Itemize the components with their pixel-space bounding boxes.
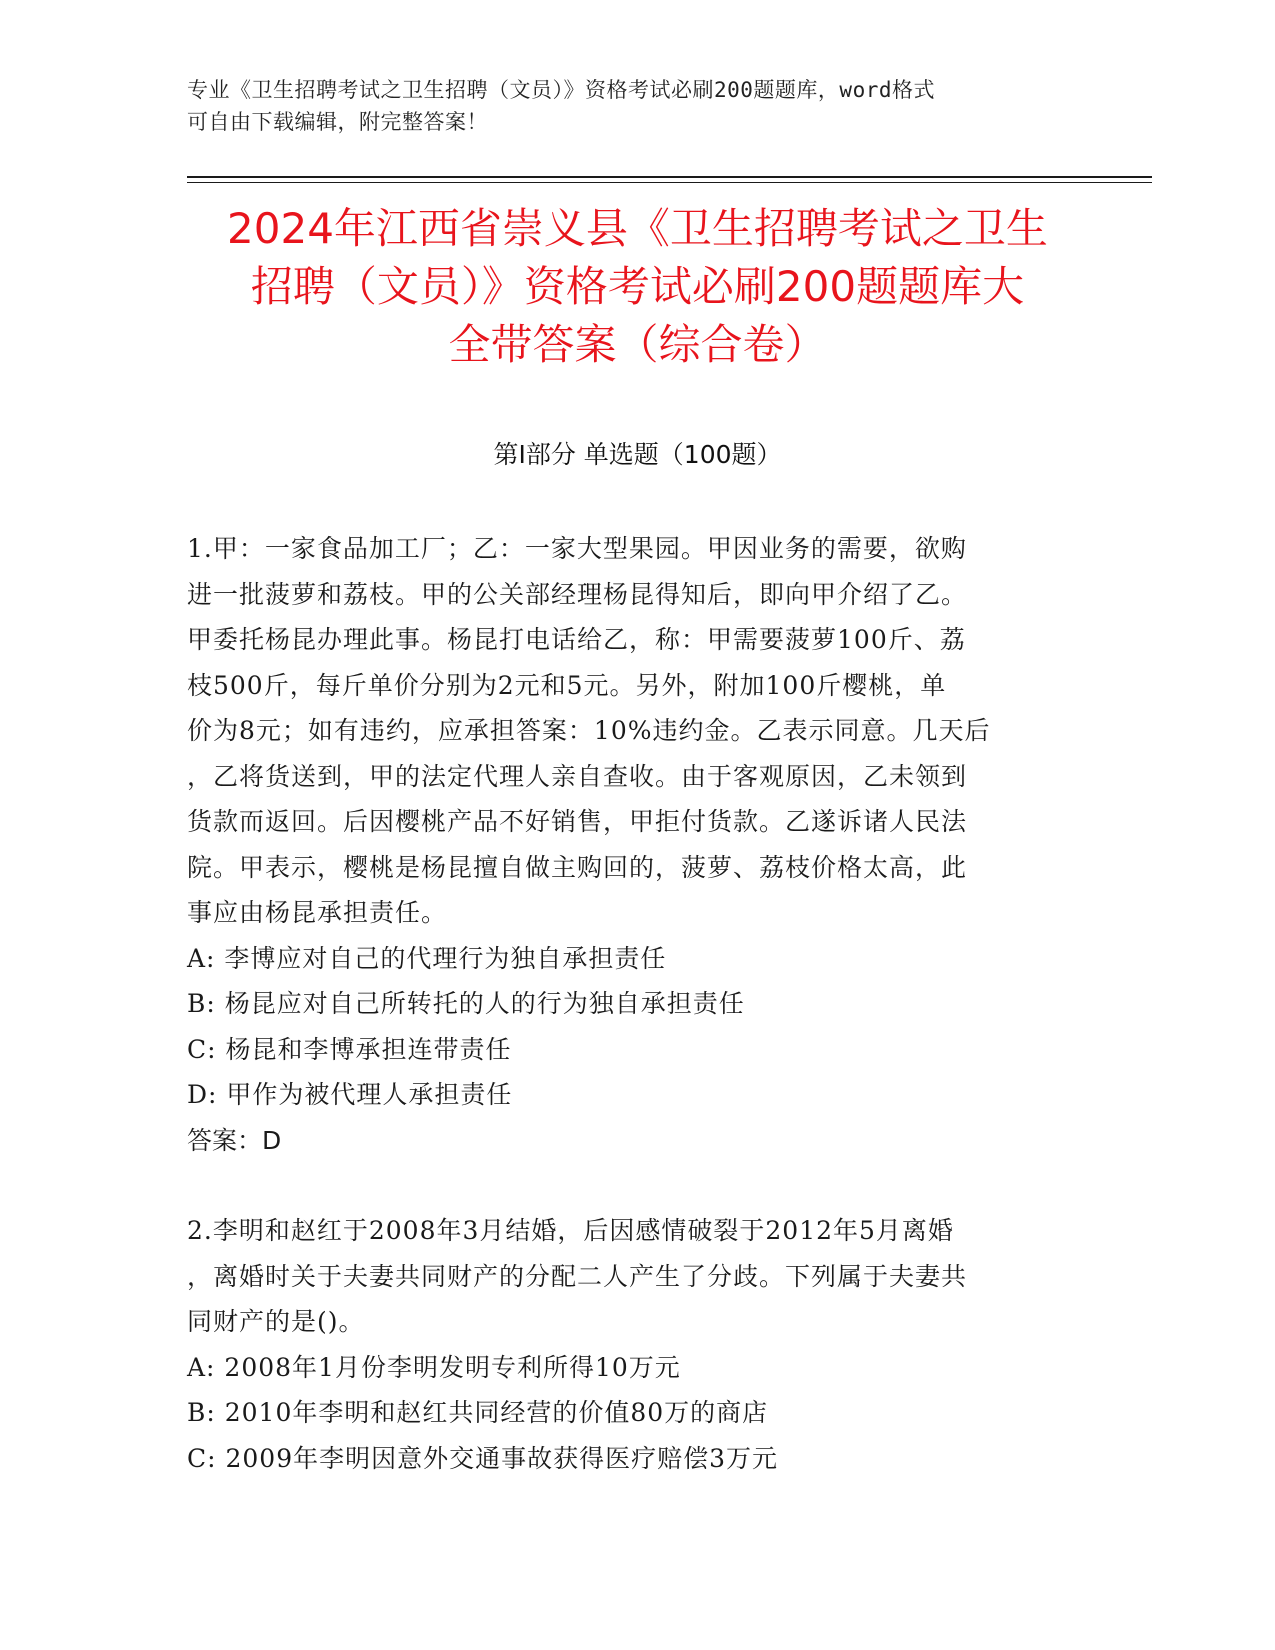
option-b: B: 杨昆应对自己所转托的人的行为独自承担责任 — [187, 989, 745, 1018]
stem-line: 院。甲表示，樱桃是杨昆擅自做主购回的，菠萝、荔枝价格太高，此 — [187, 852, 968, 882]
stem-line: 枝500斤，每斤单价分别为2元和5元。另外，附加100斤樱桃，单 — [187, 670, 947, 700]
stem-line: 2.李明和赵红于2008年3月结婚，后因感情破裂于2012年5月离婚 — [187, 1216, 954, 1245]
option-d: D: 甲作为被代理人承担责任 — [187, 1080, 513, 1109]
section-heading: 第Ⅰ部分 单选题（100题） — [493, 440, 782, 469]
stem-line: 进一批菠萝和荔枝。甲的公关部经理杨昆得知后，即向甲介绍了乙。 — [187, 579, 968, 609]
question-list — [187, 526, 1067, 1481]
option-b: B: 2010年李明和赵红共同经营的价值80万的商店 — [187, 1398, 769, 1427]
stem-line: 甲委托杨昆办理此事。杨昆打电话给乙，称：甲需要菠萝100斤、荔 — [187, 625, 966, 654]
header-note-line-2: 可自由下载编辑，附完整答案！ — [187, 110, 488, 134]
header-divider-thick — [187, 176, 1152, 178]
question-2 — [187, 1208, 1067, 1481]
stem-line: 同财产的是()。 — [187, 1307, 365, 1336]
stem-line: 价为8元；如有违约，应承担答案：10%违约金。乙表示同意。几天后 — [187, 716, 991, 745]
title-line-3: 全带答案（综合卷） — [448, 320, 827, 369]
stem-line: 1.甲：一家食品加工厂；乙：一家大型果园。甲因业务的需要，欲购 — [187, 534, 967, 563]
stem-line: ，离婚时关于夫妻共同财产的分配二人产生了分歧。下列属于夫妻共 — [187, 1261, 968, 1291]
stem-line: 事应由杨昆承担责任。 — [187, 898, 448, 927]
answer-label: 答案：D — [187, 1125, 282, 1155]
option-a: A: 李博应对自己的代理行为独自承担责任 — [187, 943, 667, 973]
question-1 — [187, 526, 1067, 1163]
title-line-1: 2024年江西省崇义县《卫生招聘考试之卫生 — [227, 204, 1048, 253]
question-stem — [187, 526, 1067, 936]
header-divider-thin — [187, 182, 1152, 183]
option-c: C: 2009年李明因意外交通事故获得医疗赔偿3万元 — [187, 1443, 779, 1473]
stem-line: 货款而返回。后因樱桃产品不好销售，甲拒付货款。乙遂诉诸人民法 — [187, 807, 968, 836]
header-note — [187, 74, 1067, 138]
option-c: C: 杨昆和李博承担连带责任 — [187, 1034, 512, 1064]
title-line-2: 招聘（文员）》资格考试必刷200题题库大 — [250, 262, 1025, 311]
stem-line: ，乙将货送到，甲的法定代理人亲自查收。由于客观原因，乙未领到 — [187, 761, 968, 791]
question-spacer — [187, 1163, 1067, 1208]
document-title — [120, 200, 1155, 374]
question-stem — [187, 1208, 1067, 1345]
option-a: A: 2008年1月份李明发明专利所得10万元 — [187, 1352, 681, 1382]
header-note-line-1: 专业《卫生招聘考试之卫生招聘（文员）》资格考试必刷200题题库，word格式 — [187, 78, 935, 102]
